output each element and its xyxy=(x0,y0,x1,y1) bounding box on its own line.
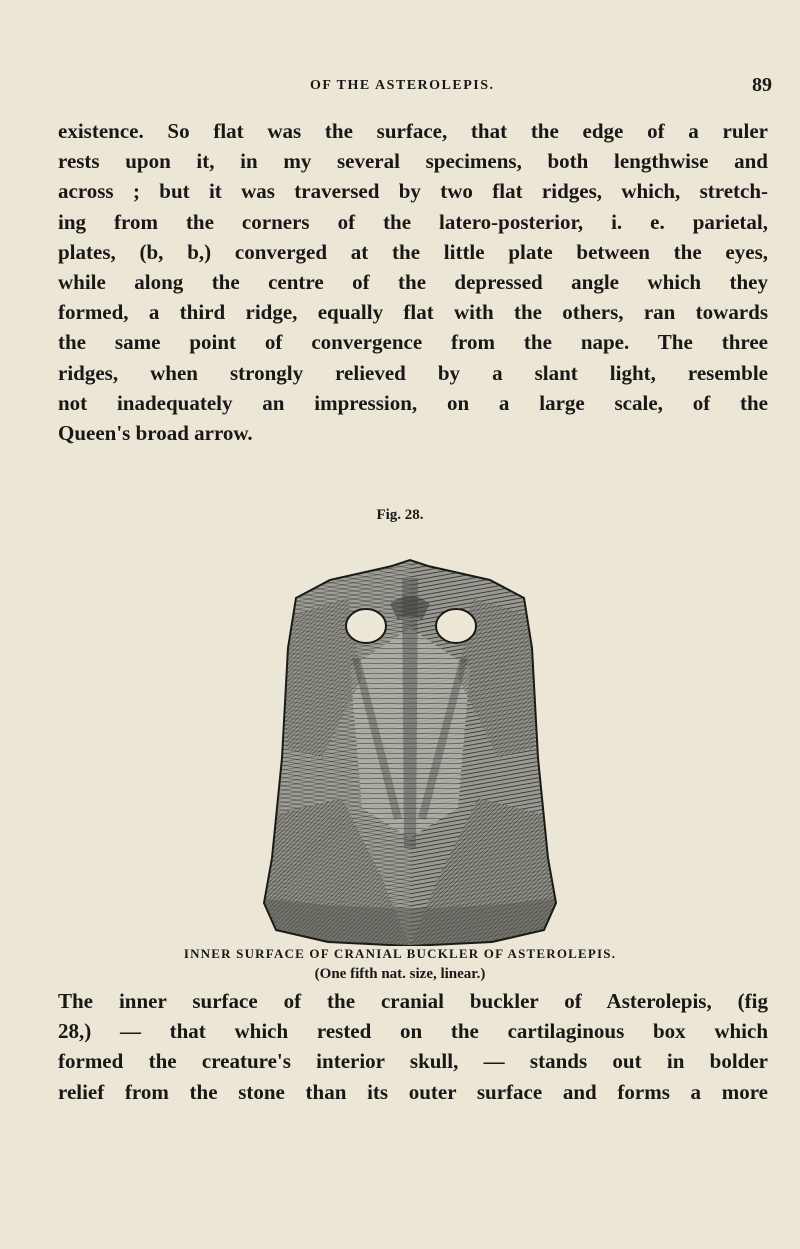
text-line: ing from the corners of the latero-posterior, i. e. parietal, xyxy=(58,209,768,234)
text-line: rests upon it, in my several specimens, both lengthwise and xyxy=(58,149,768,174)
orbit-left-icon xyxy=(346,609,386,643)
text-line: not inadequately an impression, on a large scale, of the xyxy=(58,390,768,415)
text-line: while along the centre of the depressed angle which they xyxy=(58,269,768,294)
text-line: 28,) — that which rested on the cartilaginous box which xyxy=(58,1019,768,1044)
text-line: existence. So flat was the surface, that the edge of a ruler xyxy=(58,119,768,143)
running-head xyxy=(0,74,800,102)
cranial-buckler-illustration xyxy=(262,558,558,946)
figure-label: Fig. 28. xyxy=(376,507,424,523)
text-line: formed the creature's interior skull, — stands out in bolder xyxy=(58,1049,768,1074)
orbit-right-icon xyxy=(436,609,476,643)
figure-subcaption: (One fifth nat. size, linear.) xyxy=(314,966,486,982)
page-number: 89 xyxy=(752,74,772,96)
figure-caption: INNER SURFACE OF CRANIAL BUCKLER OF ASTEROLEPIS. xyxy=(183,946,617,961)
paragraph-2 xyxy=(58,986,768,1107)
running-title: OF THE ASTEROLEPIS. xyxy=(310,78,495,93)
text-line: across ; but it was traversed by two flat ridges, which, stretch- xyxy=(58,179,768,204)
text-line: the same point of convergence from the nape. The three xyxy=(58,330,768,355)
text-line: plates, (b, b,) converged at the little plate between the eyes, xyxy=(58,239,768,264)
text-line: Queen's broad arrow. xyxy=(58,420,253,445)
text-line: formed, a third ridge, equally flat with the others, ran towards xyxy=(58,300,768,325)
text-line: The inner surface of the cranial buckler of Asterolepis, (fig xyxy=(58,989,768,1013)
text-line: ridges, when strongly relieved by a slant light, resemble xyxy=(58,360,768,385)
text-line: relief from the stone than its outer surface and forms a more xyxy=(58,1079,768,1104)
paragraph-1 xyxy=(58,116,768,448)
